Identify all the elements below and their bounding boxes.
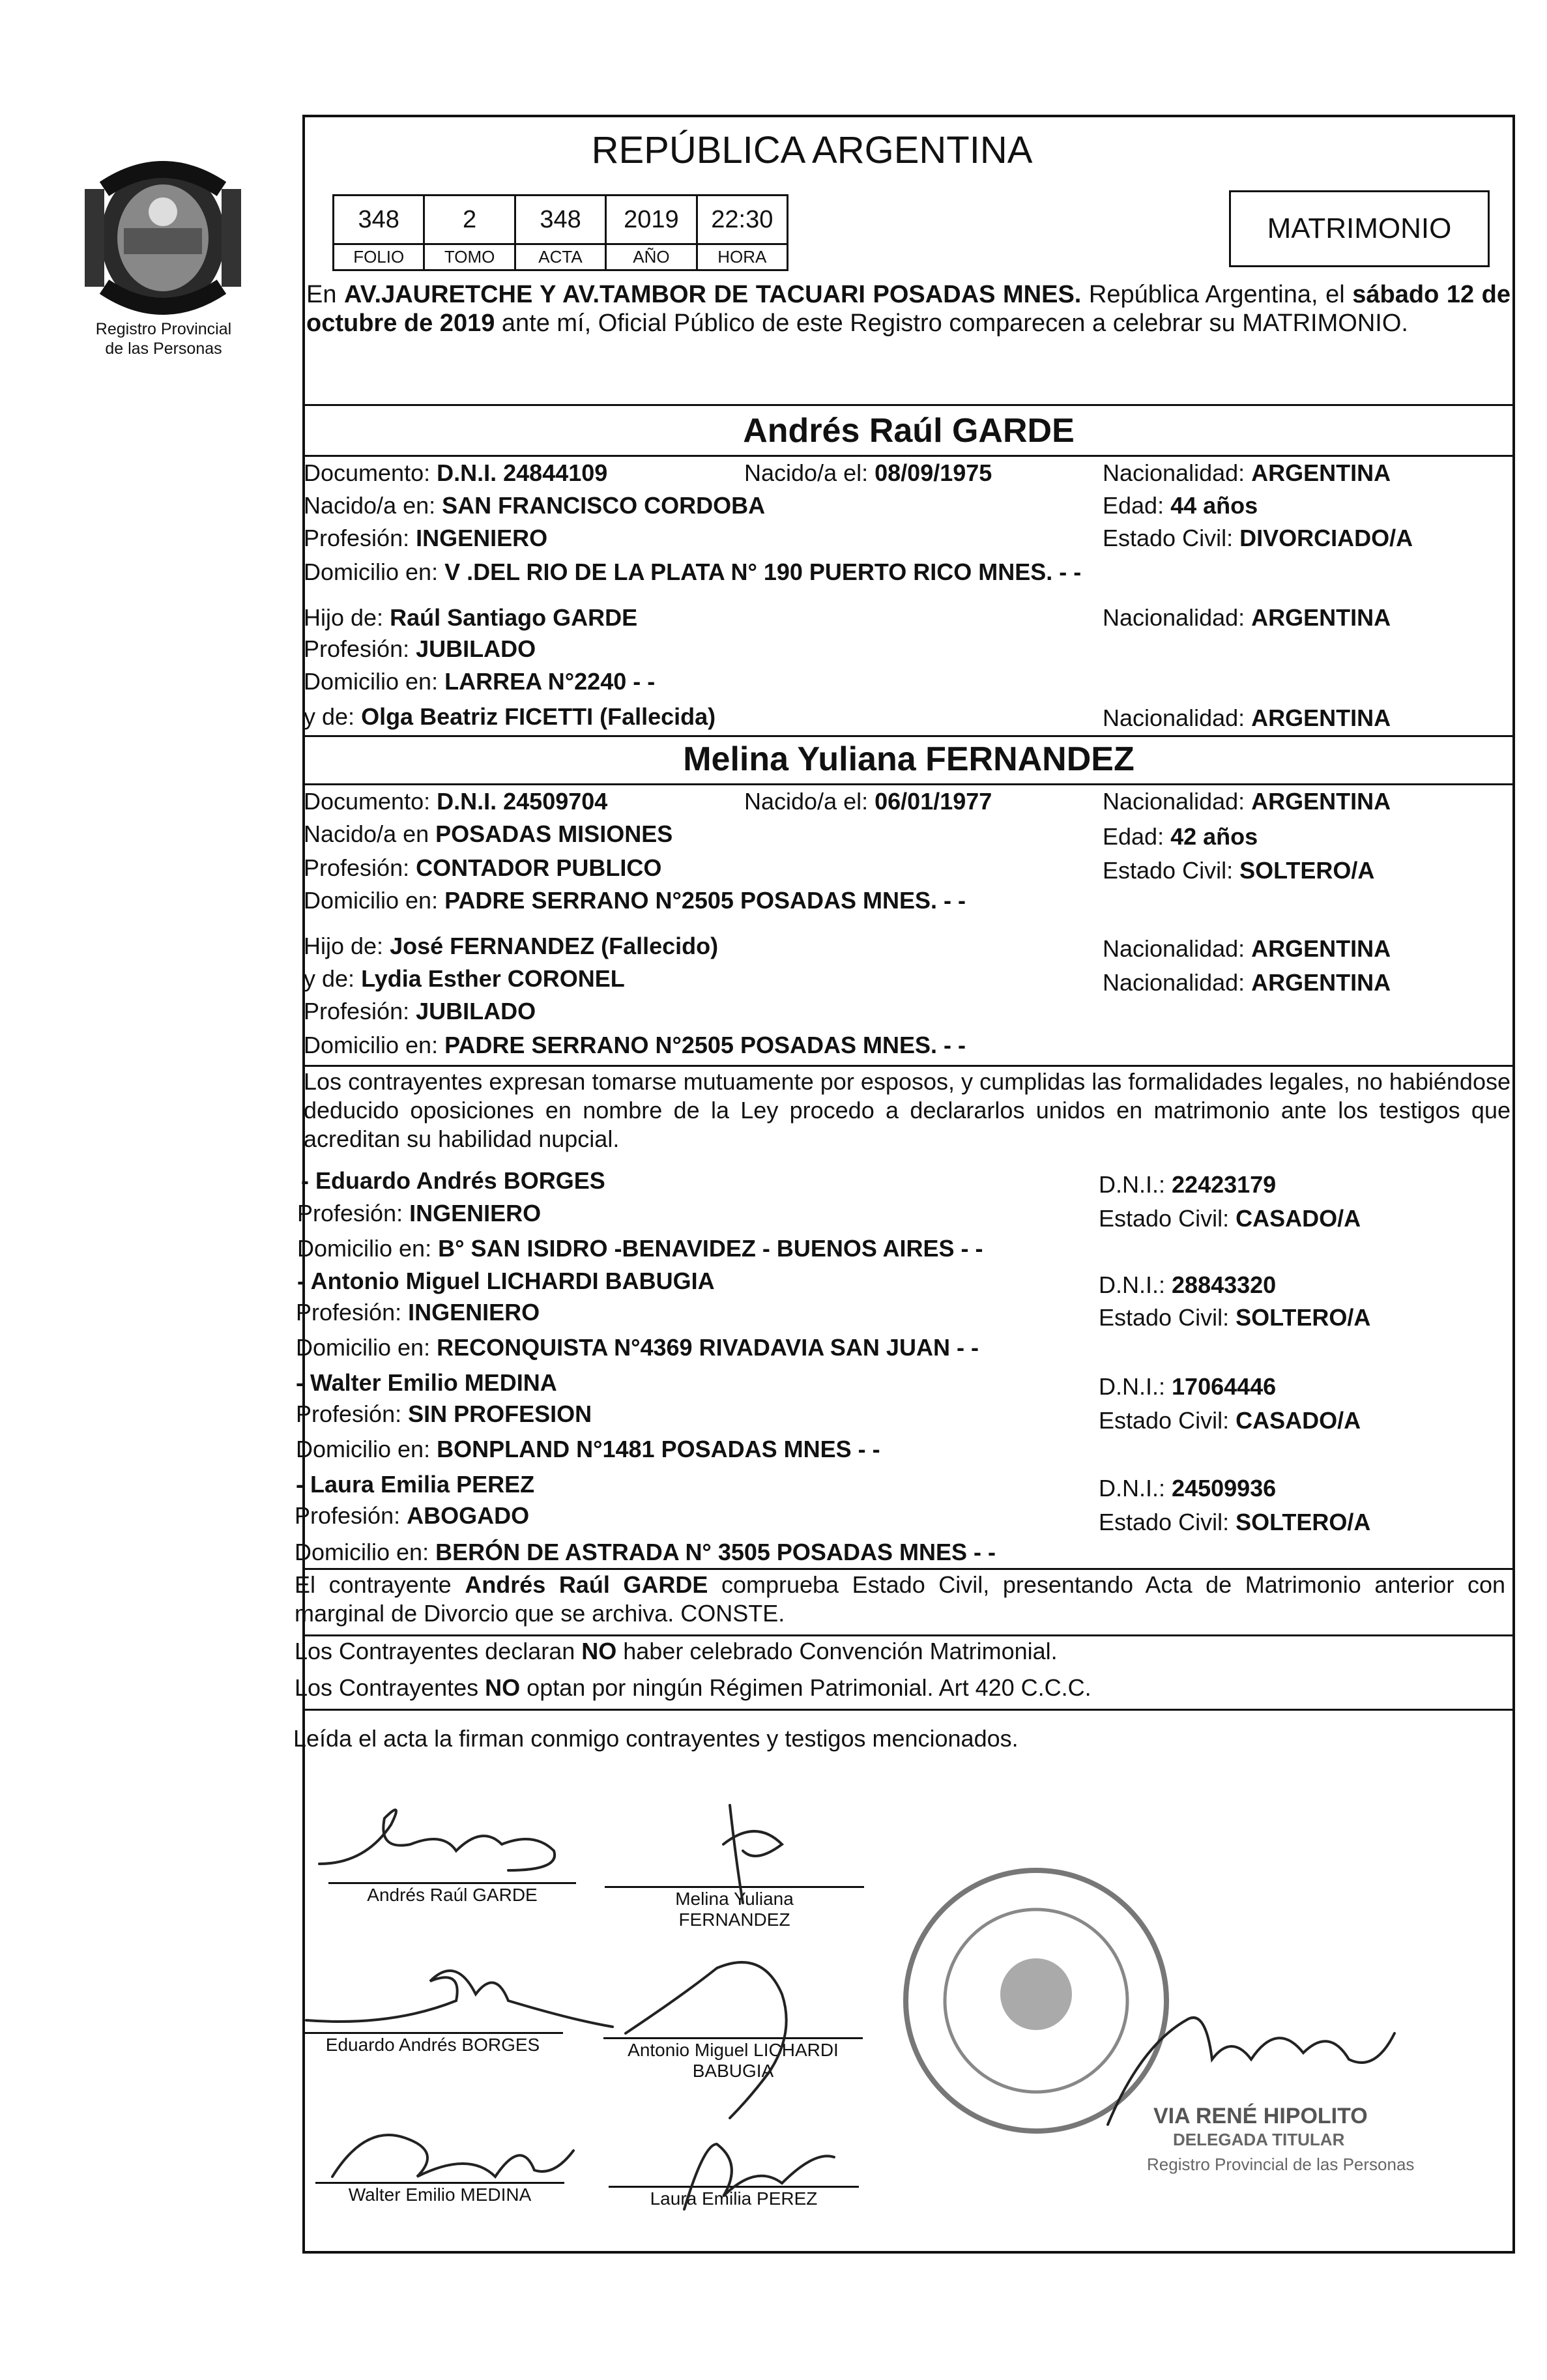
spouse1-father: Raúl Santiago GARDE [390, 604, 638, 631]
spouse1-doc: D.N.I. 24844109 [437, 459, 608, 486]
acta-label: ACTA [538, 247, 583, 267]
spouse2-addr-row [304, 886, 966, 915]
witness2-dni-label: D.N.I.: [1099, 1271, 1166, 1298]
registry-caption-line1: Registro Provincial [95, 320, 232, 338]
spouse1-prof: INGENIERO [416, 525, 548, 551]
spouse1-age-row [1103, 491, 1258, 520]
spouse2-born-label: Nacido/a el: [744, 788, 869, 815]
registry-caption [63, 319, 265, 358]
spouse1-born-row [744, 459, 992, 487]
spouse2-prof-label: Profesión: [304, 854, 410, 881]
spouse2-parents-addr-label: Domicilio en: [304, 1032, 439, 1058]
time-value: 22:30 [698, 196, 787, 245]
spouse2-mother-nat: ARGENTINA [1251, 969, 1391, 996]
witness4-addr-label: Domicilio en: [295, 1539, 429, 1565]
witness3-prof-label: Profesión: [296, 1400, 402, 1427]
spouse1-father-nat: ARGENTINA [1251, 604, 1391, 631]
witness4-name: - Laura Emilia PEREZ [296, 1471, 535, 1498]
spouse2-mother-label: y de: [304, 965, 355, 992]
signature-line-5 [315, 2182, 564, 2184]
year-value: 2019 [607, 196, 695, 245]
year-label: AÑO [633, 247, 670, 267]
spouse2-birthplace-row [304, 820, 672, 849]
spouse2-father-nat: ARGENTINA [1251, 935, 1391, 962]
convention-line2-b: NO [485, 1674, 521, 1701]
convention-line1-c: haber celebrado Convención Matrimonial. [616, 1638, 1058, 1664]
spouse1-doc-row [304, 459, 607, 487]
spouse1-father-row [304, 603, 637, 632]
intro-place: AV.JAURETCHE Y AV.TAMBOR DE TACUARI POSADAS MNES. [344, 281, 1082, 308]
spouse2-father-nat-label: Nacionalidad: [1103, 935, 1245, 962]
witness4-dni: 24509936 [1172, 1475, 1277, 1502]
spouse1-nat-row [1103, 459, 1391, 487]
spouse1-civil-label: Estado Civil: [1103, 525, 1234, 551]
spouse2-parents-prof: JUBILADO [416, 998, 536, 1024]
year-cell [607, 196, 697, 269]
witness2-prof: INGENIERO [408, 1299, 540, 1326]
misiones-crest-logo [78, 150, 248, 326]
signature-label-4-line1: Antonio Miguel LICHARDI [628, 2040, 839, 2060]
note-paragraph [295, 1571, 1505, 1628]
witness2-civil-label: Estado Civil: [1099, 1304, 1230, 1331]
spouse1-age-label: Edad: [1103, 492, 1164, 519]
intro-suffix: ante mí, Oficial Público de este Registro comparecen a celebrar su MATRIMONIO. [495, 310, 1408, 337]
spouse2-prof: CONTADOR PUBLICO [416, 854, 662, 881]
witness4-civil: SOLTERO/A [1236, 1509, 1371, 1535]
spouse1-mother-nat-label: Nacionalidad: [1103, 704, 1245, 731]
spouse2-nat: ARGENTINA [1251, 788, 1391, 815]
tomo-cell [425, 196, 515, 269]
witness1-civil-row [1099, 1204, 1361, 1233]
signature-label-3: Eduardo Andrés BORGES [325, 2035, 540, 2055]
witness1-civil: CASADO/A [1236, 1205, 1361, 1232]
spouse1-mother: Olga Beatriz FICETTI (Fallecida) [361, 703, 716, 730]
signature-line-3 [302, 2032, 563, 2034]
spouse1-mother-nat-row [1103, 704, 1391, 733]
spouse1-father-nat-label: Nacionalidad: [1103, 604, 1245, 631]
witness1-prof: INGENIERO [409, 1200, 542, 1226]
spouse1-civil: DIVORCIADO/A [1239, 525, 1413, 551]
intro-paragraph [306, 280, 1511, 338]
spouse1-father-addr-label: Domicilio en: [304, 668, 439, 695]
acta-cell [516, 196, 607, 269]
spouse2-mother: Lydia Esther CORONEL [361, 965, 625, 992]
spouse2-parents-addr-row [304, 1031, 966, 1060]
spouse2-addr: PADRE SERRANO N°2505 POSADAS MNES. - - [444, 887, 966, 914]
convention-line2-a: Los Contrayentes [295, 1674, 485, 1701]
witness2-dni: 28843320 [1172, 1271, 1277, 1298]
spouse1-mother-label: y de: [304, 703, 355, 730]
intro-date: sábado 12 de octubre de 2019 [306, 281, 1511, 337]
witness1-addr-label: Domicilio en: [297, 1235, 432, 1262]
divider [302, 783, 1515, 785]
spouse1-father-prof-row [304, 635, 536, 663]
signature-label-2-line2: FERNANDEZ [678, 1909, 790, 1930]
spouse1-nat: ARGENTINA [1251, 459, 1391, 486]
spouse2-name: Melina Yuliana FERNANDEZ [683, 740, 1135, 778]
spouse2-addr-label: Domicilio en: [304, 887, 439, 914]
spouse2-mother-row [304, 965, 625, 993]
spouse1-mother-nat: ARGENTINA [1251, 704, 1391, 731]
divider [302, 1709, 1515, 1711]
convention-line1 [295, 1637, 1058, 1666]
spouse1-father-label: Hijo de: [304, 604, 384, 631]
record-info-table [332, 194, 788, 271]
witness3-civil-row [1099, 1406, 1361, 1435]
spouse2-doc: D.N.I. 24509704 [437, 788, 608, 815]
witness3-civil-label: Estado Civil: [1099, 1407, 1230, 1434]
witness3-dni-label: D.N.I.: [1099, 1373, 1166, 1400]
signature-label-2 [605, 1889, 864, 1930]
folio-label: FOLIO [353, 247, 405, 267]
spouse2-parents-prof-row [304, 997, 536, 1026]
witness4-addr: BERÓN DE ASTRADA N° 3505 POSADAS MNES - - [435, 1539, 996, 1565]
time-label: HORA [717, 247, 767, 267]
spouse1-prof-label: Profesión: [304, 525, 410, 551]
spouse1-prof-row [304, 524, 547, 553]
signature-label-5: Walter Emilio MEDINA [348, 2184, 532, 2205]
witness1-prof-label: Profesión: [297, 1200, 403, 1226]
spouse2-father-label: Hijo de: [304, 933, 384, 959]
convention-line2-c: optan por ningún Régimen Patrimonial. Art 420 C.C.C. [520, 1674, 1092, 1701]
witness3-prof-row [296, 1400, 592, 1429]
witness4-dni-label: D.N.I.: [1099, 1475, 1166, 1502]
official-role: DELEGADA TITULAR [1173, 2130, 1345, 2149]
witness2-prof-label: Profesión: [296, 1299, 402, 1326]
divider [302, 1634, 1515, 1636]
spouse1-father-addr: LARREA N°2240 - - [444, 668, 656, 695]
witness4-prof: ABOGADO [407, 1502, 530, 1529]
divider [302, 404, 1515, 406]
spouse1-birthplace-label: Nacido/a en: [304, 492, 436, 519]
witness3-addr-row [296, 1435, 880, 1464]
spouse1-born-label: Nacido/a el: [744, 459, 869, 486]
signature-label-4 [603, 2040, 863, 2082]
time-cell [698, 196, 787, 269]
witness2-addr: RECONQUISTA N°4369 RIVADAVIA SAN JUAN - - [437, 1334, 979, 1361]
spouse2-nat-row [1103, 787, 1391, 816]
note-name: Andrés Raúl GARDE [465, 1571, 708, 1598]
intro-prefix: En [306, 281, 345, 308]
spouse1-addr-row [304, 558, 1081, 587]
spouse2-birthplace-label: Nacido/a en [304, 820, 429, 847]
spouse2-father: José FERNANDEZ (Fallecido) [390, 933, 719, 959]
witness2-prof-row [296, 1298, 540, 1327]
signature-line-2 [605, 1886, 864, 1888]
spouse1-age: 44 años [1170, 492, 1258, 519]
signature-line-4 [603, 2037, 863, 2039]
spouse1-birthplace-row [304, 491, 765, 520]
convention-line1-b: NO [581, 1638, 617, 1664]
note-suffix: comprueba Estado Civil, presentando Acta de Matrimonio anterior con marginal de Divorcio que se archiva. CONSTE. [295, 1571, 1506, 1627]
witness1-name: - Eduardo Andrés BORGES [301, 1167, 605, 1194]
spouse2-born: 06/01/1977 [875, 788, 992, 815]
witness4-prof-label: Profesión: [295, 1502, 401, 1529]
witness2-civil: SOLTERO/A [1236, 1304, 1371, 1331]
spouse1-mother-row [304, 703, 716, 731]
spouse1-birthplace: SAN FRANCISCO CORDOBA [442, 492, 766, 519]
spouse1-name: Andrés Raúl GARDE [743, 412, 1075, 450]
registry-caption-line2: de las Personas [105, 340, 222, 358]
spouse2-born-row [744, 787, 992, 816]
spouse1-father-prof: JUBILADO [416, 635, 536, 662]
note-prefix: El contrayente [295, 1571, 465, 1598]
divider [302, 455, 1515, 457]
spouse2-father-nat-row [1103, 935, 1391, 963]
spouse1-father-nat-row [1103, 603, 1391, 632]
spouse2-father-row [304, 932, 718, 961]
country-title: REPÚBLICA ARGENTINA [591, 129, 1033, 171]
witness4-civil-row [1099, 1508, 1370, 1537]
spouse2-mother-nat-label: Nacionalidad: [1103, 969, 1245, 996]
witness3-prof: SIN PROFESION [408, 1400, 592, 1427]
record-type-box: MATRIMONIO [1229, 190, 1490, 267]
closing-text: Leída el acta la firman conmigo contrayentes y testigos mencionados. [293, 1725, 1019, 1752]
spouse2-parents-addr: PADRE SERRANO N°2505 POSADAS MNES. - - [444, 1032, 966, 1058]
witness1-dni-row [1099, 1170, 1276, 1199]
registry-stamp [899, 1864, 1173, 2138]
spouse2-civil-row [1103, 856, 1374, 885]
witness4-dni-row [1099, 1474, 1276, 1503]
witness1-prof-row [297, 1199, 541, 1228]
signature-label-1: Andrés Raúl GARDE [367, 1885, 538, 1905]
signature-label-2-line1: Melina Yuliana [675, 1889, 794, 1909]
witness2-civil-row [1099, 1303, 1370, 1332]
witness2-name: - Antonio Miguel LICHARDI BABUGIA [297, 1268, 715, 1294]
witness3-civil: CASADO/A [1236, 1407, 1361, 1434]
witness3-addr: BONPLAND N°1481 POSADAS MNES - - [437, 1436, 880, 1462]
spouse2-mother-nat-row [1103, 968, 1391, 997]
witness4-addr-row [295, 1538, 996, 1567]
witness4-prof-row [295, 1502, 529, 1530]
divider [302, 735, 1515, 737]
declaration-paragraph: Los contrayentes expresan tomarse mutuamente por esposos, y cumplidas las formalidades legales, no habiéndose deducido oposiciones en nombre de la Ley procedo a declararlos unidos en matrimonio ante los testigos que acreditan su habilidad nupcial. [304, 1068, 1511, 1152]
divider [302, 1568, 1515, 1570]
spouse2-parents-prof-label: Profesión: [304, 998, 410, 1024]
spouse1-born: 08/09/1975 [875, 459, 992, 486]
witness3-addr-label: Domicilio en: [296, 1436, 431, 1462]
witness1-dni-label: D.N.I.: [1099, 1171, 1166, 1198]
spouse2-doc-label: Documento: [304, 788, 431, 815]
signature-line-6 [609, 2186, 859, 2188]
spouse2-civil: SOLTERO/A [1239, 857, 1375, 884]
tomo-label: TOMO [444, 247, 495, 267]
spouse2-doc-row [304, 787, 607, 816]
spouse2-nat-label: Nacionalidad: [1103, 788, 1245, 815]
spouse2-age: 42 años [1170, 823, 1258, 850]
tomo-value: 2 [425, 196, 513, 245]
signature-label-6: Laura Emilia PEREZ [650, 2188, 818, 2209]
spouse1-nat-label: Nacionalidad: [1103, 459, 1245, 486]
witness3-dni-row [1099, 1372, 1276, 1401]
spouse1-addr: V .DEL RIO DE LA PLATA N° 190 PUERTO RICO MNES. - - [444, 559, 1082, 585]
spouse1-doc-label: Documento: [304, 459, 431, 486]
spouse2-birthplace: POSADAS MISIONES [435, 820, 673, 847]
witness2-addr-label: Domicilio en: [296, 1334, 431, 1361]
acta-value: 348 [516, 196, 605, 245]
signature-line-1 [328, 1882, 576, 1884]
witness3-dni: 17064446 [1172, 1373, 1277, 1400]
spouse2-age-label: Edad: [1103, 823, 1164, 850]
official-office: Registro Provincial de las Personas [1147, 2155, 1415, 2174]
witness3-name: - Walter Emilio MEDINA [296, 1369, 557, 1396]
spouse2-prof-row [304, 854, 661, 882]
convention-line1-a: Los Contrayentes declaran [295, 1638, 582, 1664]
official-name: VIA RENÉ HIPOLITO [1153, 2104, 1368, 2128]
witness2-addr-row [296, 1333, 979, 1362]
spouse2-civil-label: Estado Civil: [1103, 857, 1234, 884]
spouse2-age-row [1103, 822, 1258, 851]
spouse1-civil-row [1103, 524, 1413, 553]
witness1-addr-row [297, 1234, 983, 1263]
witness2-dni-row [1099, 1271, 1276, 1299]
witness1-addr: B° SAN ISIDRO -BENAVIDEZ - BUENOS AIRES - - [438, 1235, 983, 1262]
witness1-dni: 22423179 [1172, 1171, 1277, 1198]
spouse1-father-addr-row [304, 667, 655, 696]
spouse1-father-prof-label: Profesión: [304, 635, 410, 662]
divider [302, 1065, 1515, 1067]
folio-cell [334, 196, 425, 269]
signature-label-4-line2: BABUGIA [692, 2061, 774, 2081]
witness4-civil-label: Estado Civil: [1099, 1509, 1230, 1535]
folio-value: 348 [334, 196, 423, 245]
spouse1-addr-label: Domicilio en: [304, 559, 439, 585]
intro-mid: República Argentina, el [1081, 281, 1353, 308]
witness1-civil-label: Estado Civil: [1099, 1205, 1230, 1232]
convention-line2 [295, 1674, 1092, 1702]
